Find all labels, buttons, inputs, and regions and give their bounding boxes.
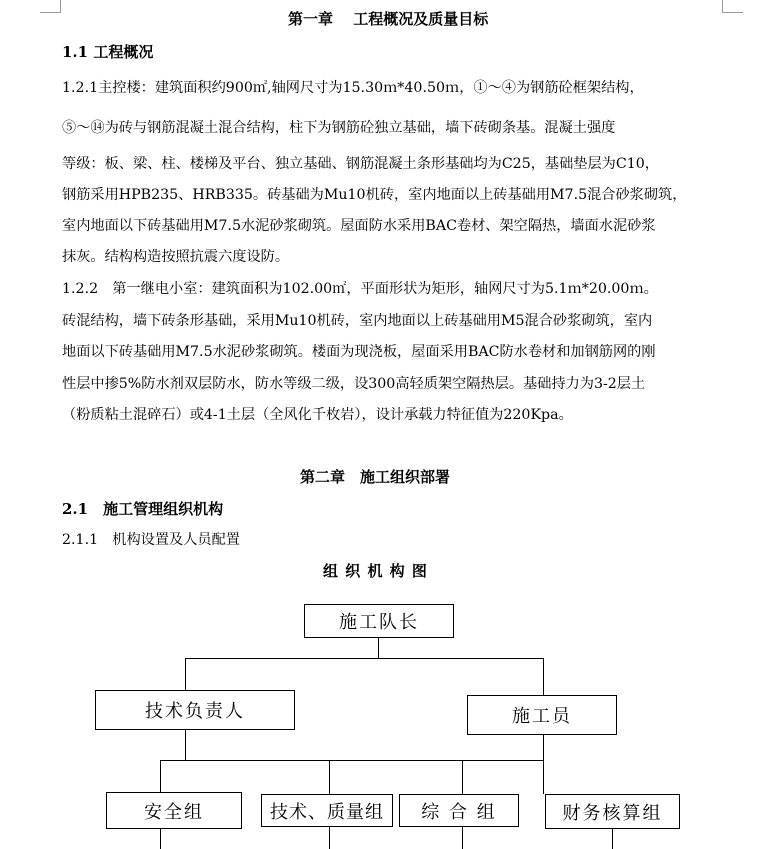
section-1-1-heading: 1.1 工程概况: [62, 43, 154, 61]
subsection-2-1-1: 2.1.1 机构设置及人员配置: [62, 532, 240, 548]
paragraph-line-1: 1.2.1主控楼：建筑面积约900㎡,轴网尺寸为15.30ｍ*40.50ｍ，①～④为钢筋砼框架结构，: [62, 80, 644, 96]
page-corner-mark-right: [722, 0, 743, 13]
connector-general-down: [462, 826, 463, 849]
connector-constructor-down: [543, 734, 544, 761]
paragraph-line-8: 砖混结构，墙下砖条形基础，采用Mu10机砖，室内地面以上砖基础用M5混合砂浆砌筑，室内: [62, 313, 653, 329]
connector-to-quality: [329, 760, 330, 794]
connector-to-finance: [543, 760, 544, 794]
paragraph-line-3: 等级：板、梁、柱、楼梯及平台、独立基础、钢筋混凝土条形基础均为C25，基础垫层为C10，: [62, 156, 659, 172]
org-box-technical-lead: 技术负责人: [95, 690, 295, 730]
org-box-safety-group: 安全组: [106, 792, 242, 829]
connector-to-general: [462, 760, 463, 794]
connector-to-safety: [160, 760, 161, 792]
paragraph-line-4: 钢筋采用HPB235、HRB335。砖基础为Mu10机砖，室内地面以上砖基础用M7.5混合砂浆砌筑，: [62, 187, 687, 203]
org-box-general-group: 综 合 组: [399, 794, 519, 827]
connector-quality-down: [329, 826, 330, 849]
org-chart-title: 组 织 机 构 图: [323, 562, 428, 580]
paragraph-line-11: （粉质粘土混碎石）或4-1土层（全风化千枚岩），设计承载力特征值为220Kpa。: [62, 407, 573, 423]
org-box-finance-group: 财务核算组: [545, 794, 680, 829]
paragraph-line-10: 性层中掺5%防水剂双层防水，防水等级二级，设300高轻质架空隔热层。基础持力为3-2层土: [62, 376, 646, 392]
connector-tech-lead-down: [185, 729, 186, 761]
connector-to-constructor: [543, 658, 544, 695]
connector-level2-horizontal: [185, 658, 544, 659]
paragraph-line-7: 1.2.2 第一继电小室：建筑面积为102.00㎡，平面形状为矩形，轴网尺寸为5.1ｍ*20.00ｍ。: [62, 281, 658, 297]
org-box-constructor: 施工员: [467, 695, 617, 735]
connector-to-tech-lead: [185, 658, 186, 690]
connector-root-down: [378, 637, 379, 659]
connector-level3-horizontal: [160, 760, 544, 761]
paragraph-line-9: 地面以下砖基础用M7.5水泥砂浆砌筑。楼面为现浇板，屋面采用BAC防水卷材和加钢筋网的刚: [62, 344, 656, 360]
section-2-1-heading: 2.1 施工管理组织机构: [62, 500, 224, 518]
org-box-team-leader: 施工队长: [304, 604, 454, 638]
paragraph-line-6: 抹灰。结构构造按照抗震六度设防。: [62, 249, 290, 265]
paragraph-line-5: 室内地面以下砖基础用M7.5水泥砂浆砌筑。屋面防水采用BAC卷材、架空隔热，墙面水泥砂浆: [62, 218, 656, 234]
paragraph-line-2: ⑤～⑭为砖与钢筋混凝土混合结构，柱下为钢筋砼独立基础，墙下砖砌条基。混凝土强度: [62, 120, 616, 136]
chapter-1-title: 第一章 工程概况及质量目标: [288, 10, 489, 28]
org-box-tech-quality-group: 技术、质量组: [261, 794, 393, 827]
connector-finance-down: [612, 828, 613, 849]
connector-safety-down: [160, 828, 161, 849]
page-corner-mark-left: [40, 0, 61, 13]
chapter-2-title: 第二章 施工组织部署: [300, 468, 451, 486]
